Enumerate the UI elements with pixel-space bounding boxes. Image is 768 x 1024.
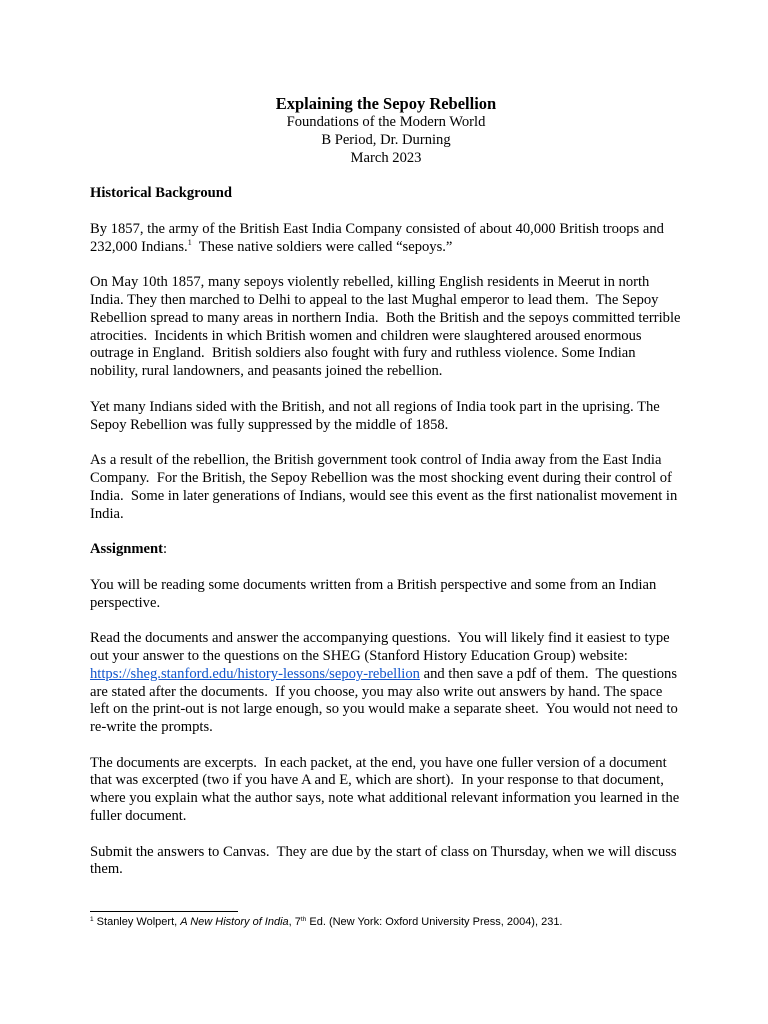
background-paragraph-1	[90, 221, 682, 257]
footnote-book-title: A New History of India	[180, 916, 289, 928]
background-paragraph-2: On May 10th 1857, many sepoys violently rebelled, killing English residents in Meerut in north India. They then marched to Delhi to appeal to the last Mughal emperor to lead them. The Sepoy Rebellion spread to many areas in northern India. Both the British and the sepoys committed terrible atrocities. Incidents in which British women and children were slaughtered aroused enormous outrage in England. British soldiers also fought with fury and ruthless violence. Some Indian nobility, rural landowners, and peasants joined the rebellion.	[90, 274, 685, 380]
assignment-paragraph-2-text-end: and then save a pdf of them. The questions are stated after the documents. If you choose, you may also write out answers by hand. The space left on the print-out is not large enough, so you would make a separate sheet. You would not need to re-write the prompts.	[90, 665, 682, 736]
assignment-heading-colon: :	[162, 541, 168, 558]
course-name: Foundations of the Modern World	[286, 114, 486, 130]
document-date: March 2023	[350, 149, 422, 166]
class-period: B Period, Dr. Durning	[321, 131, 451, 148]
footnote-author: Stanley Wolpert,	[93, 916, 181, 928]
background-paragraph-1-text-end: These native soldiers were called “sepoys.”	[191, 238, 453, 255]
footnote-number: 1	[90, 916, 94, 923]
background-paragraph-1-text: By 1857, the army of the British East India Company consisted of about 40,000 British troops and 232,000 Indians.	[90, 220, 664, 255]
assignment-paragraph-2-text: Read the documents and answer the accompanying questions. You will likely find it easiest to type out your answer to the questions on the SHEG (Stanford History Education Group) website:	[90, 630, 674, 664]
document-header	[90, 93, 682, 167]
sheg-website-link[interactable]: https://sheg.stanford.edu/history-lessons/sepoy-rebellion	[90, 665, 420, 682]
footnote-reference[interactable]: 1	[187, 237, 192, 247]
section-heading-background: Historical Background	[90, 185, 233, 202]
footnote-edition: , 7	[288, 916, 301, 928]
assignment-paragraph-4: Submit the answers to Canvas. They are due by the start of class on Thursday, when we will discuss them.	[90, 843, 681, 878]
document-title: Explaining the Sepoy Rebellion	[275, 94, 497, 113]
assignment-paragraph-1: You will be reading some documents written from a British perspective and some from an Indian perspective.	[90, 576, 657, 611]
footnote	[90, 915, 690, 929]
footnote-separator	[90, 911, 238, 912]
background-paragraph-3: Yet many Indians sided with the British, and not all regions of India took part in the uprising. The Sepoy Rebellion was fully suppressed by the middle of 1858.	[90, 398, 664, 433]
background-paragraph-4: As a result of the rebellion, the British government took control of India away from the East India Company. For the British, the Sepoy Rebellion was the most shocking event during their control of India. Some in later generations of Indians, would see this event as the first nationalist movement in India.	[90, 452, 681, 522]
assignment-paragraph-3: The documents are excerpts. In each packet, at the end, you have one fuller version of a document that was excerpted (two if you have A and E, which are short). In your response to that document, where you explain what the author says, note what additional relevant information you learned in the fuller document.	[90, 754, 683, 825]
section-heading-assignment-line	[90, 541, 682, 559]
footnote-publication: Ed. (New York: Oxford University Press, 2004), 231.	[306, 916, 563, 928]
section-heading-assignment: Assignment	[90, 541, 163, 558]
assignment-paragraph-2	[90, 630, 682, 737]
footnote-edition-suffix: th	[300, 916, 307, 923]
document-body	[90, 93, 685, 879]
